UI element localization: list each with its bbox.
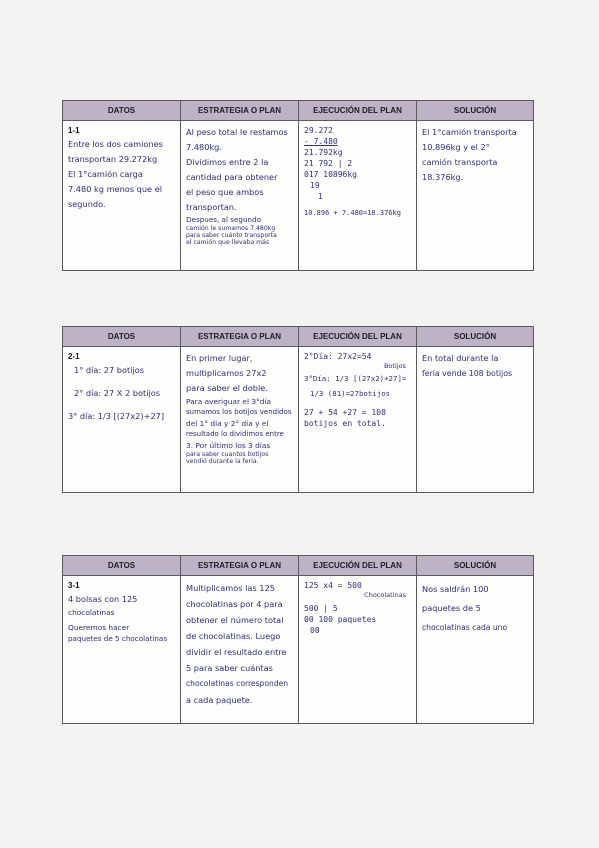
estrategia-line: chocolatinas corresponden xyxy=(186,679,289,688)
datos-cell xyxy=(63,121,181,271)
datos-cell xyxy=(63,347,181,493)
problem-table-1 xyxy=(62,100,534,271)
estrategia-line: sumamos los botijos vendidos xyxy=(186,408,292,416)
estrategia-line: para saber el doble. xyxy=(186,383,268,393)
estrategia-line: del 1° día y 2° día y el xyxy=(186,419,269,428)
header-solucion: SOLUCIÓN xyxy=(417,556,534,576)
datos-line: 4 bolsas con 125 xyxy=(68,594,138,604)
datos-line: chocolatinas xyxy=(68,608,115,617)
datos-cell xyxy=(63,576,181,724)
ejecucion-line: 2°Día: 27x2=54 xyxy=(304,352,372,361)
datos-line: transportan 29.272kg xyxy=(68,154,158,164)
solucion-line: 18.376kg. xyxy=(422,172,464,182)
datos-line: 1° día: 27 botijos xyxy=(74,365,145,375)
solucion-line: Nos saldrán 100 xyxy=(422,584,489,594)
solucion-line: 10.896kg y el 2° xyxy=(422,142,490,152)
estrategia-line: de chocolatinas. Luego xyxy=(186,631,281,641)
solucion-cell xyxy=(417,121,534,271)
header-estrategia: ESTRATEGIA O PLAN xyxy=(181,327,299,347)
ejecucion-cell xyxy=(299,576,417,724)
estrategia-line: a cada paquete. xyxy=(186,695,253,705)
header-datos: DATOS xyxy=(63,556,181,576)
ejecucion-cell xyxy=(299,121,417,271)
estrategia-line: multiplicamos 27x2 xyxy=(186,368,267,378)
estrategia-small-line: camión le sumamos 7.480kg xyxy=(186,225,276,232)
datos-line: 3° día: 1/3 [(27x2)+27] xyxy=(68,411,165,421)
datos-line: 7.480 kg menos que el xyxy=(68,184,163,194)
ejecucion-line: 27 + 54 +27 = 108 xyxy=(304,408,386,417)
table-header-row xyxy=(63,556,534,576)
problem-table-2 xyxy=(62,326,534,493)
table-header-row xyxy=(63,101,534,121)
estrategia-line: el peso que ambos xyxy=(186,187,264,197)
estrategia-cell xyxy=(181,576,299,724)
estrategia-cell xyxy=(181,121,299,271)
estrategia-line: cantidad para obtener xyxy=(186,172,278,182)
datos-line: paquetes de 5 chocolatinas xyxy=(68,634,168,643)
estrategia-line: 7.480kg. xyxy=(186,142,222,152)
estrategia-line: 3. Por último los 3 días xyxy=(186,441,271,450)
problem-table-3 xyxy=(62,555,534,724)
estrategia-small-line: para saber cuánto transporta xyxy=(186,232,277,239)
ejecucion-line: 3°Día: 1/3 [(27x2)+27]= xyxy=(304,374,407,383)
ejecucion-line: 21.792kg xyxy=(304,148,343,157)
ejecucion-unit: Chocolatinas xyxy=(364,591,406,599)
table-row xyxy=(63,347,534,493)
ejecucion-line: 10.896 + 7.480=18.376kg xyxy=(304,209,401,217)
estrategia-line: obtener el número total xyxy=(186,615,284,625)
header-datos: DATOS xyxy=(63,101,181,121)
estrategia-line: chocolatinas por 4 para xyxy=(186,599,283,609)
ejecucion-line: 00 xyxy=(310,626,320,635)
problem-id: 2-1 xyxy=(68,352,80,361)
estrategia-small-line: el camión que llevaba más xyxy=(186,239,270,246)
solucion-line: feria vende 108 botijos xyxy=(422,369,513,378)
estrategia-line: resultado lo dividimos entre xyxy=(186,430,284,438)
ejecucion-line: 125 x4 = 500 xyxy=(304,581,362,590)
header-estrategia: ESTRATEGIA O PLAN xyxy=(181,556,299,576)
estrategia-line: Para averiguar el 3°día xyxy=(186,397,272,406)
ejecucion-unit: Botijos xyxy=(384,362,406,370)
solucion-cell xyxy=(417,576,534,724)
ejecucion-line: 500 | 5 xyxy=(304,604,338,613)
header-solucion: SOLUCIÓN xyxy=(417,327,534,347)
ejecucion-line: 19 xyxy=(310,181,320,190)
problem-id: 3-1 xyxy=(68,581,80,590)
ejecucion-line: 29.272 xyxy=(304,126,333,135)
header-ejecucion: EJECUCIÓN DEL PLAN xyxy=(299,101,417,121)
estrategia-cell xyxy=(181,347,299,493)
estrategia-small-line: vendió durante la feria. xyxy=(186,458,259,465)
solucion-line: chocolatinas cada uno xyxy=(422,623,508,632)
ejecucion-line: botijos en total. xyxy=(304,419,386,428)
estrategia-line: 5 para saber cuántas xyxy=(186,663,273,673)
estrategia-line: Al peso total le restamos xyxy=(186,127,288,137)
solucion-line: El 1°camión transporta xyxy=(422,127,517,137)
problem-id: 1-1 xyxy=(68,126,80,135)
ejecucion-line: 1 xyxy=(318,192,323,201)
solucion-line: paquetes de 5 xyxy=(422,603,481,613)
header-ejecucion: EJECUCIÓN DEL PLAN xyxy=(299,556,417,576)
estrategia-line: En primer lugar, xyxy=(186,353,253,363)
table-header-row xyxy=(63,327,534,347)
datos-line: 2° día: 27 X 2 botijos xyxy=(74,388,161,398)
datos-line: segundo. xyxy=(68,199,106,209)
ejecucion-line: 1/3 (81)=27botijos xyxy=(310,389,391,398)
ejecucion-line: - 7.480 xyxy=(304,137,338,146)
estrategia-line: Despues, al segundo xyxy=(186,215,262,224)
solucion-line: camión transporta xyxy=(422,157,498,167)
estrategia-line: Multiplicamos las 125 xyxy=(186,583,275,593)
header-estrategia: ESTRATEGIA O PLAN xyxy=(181,101,299,121)
table-row xyxy=(63,576,534,724)
datos-line: El 1°camión carga xyxy=(68,169,143,179)
header-ejecucion: EJECUCIÓN DEL PLAN xyxy=(299,327,417,347)
solucion-line: En total durante la xyxy=(422,353,499,363)
header-datos: DATOS xyxy=(63,327,181,347)
datos-line: Queremos hacer xyxy=(68,623,130,632)
estrategia-small-line: para saber cuantos botijos xyxy=(186,451,269,458)
datos-line: Entre los dos camiones xyxy=(68,139,163,149)
estrategia-line: Dividimos entre 2 la xyxy=(186,157,269,167)
solucion-cell xyxy=(417,347,534,493)
estrategia-line: dividir el resultado entre xyxy=(186,647,287,657)
table-row xyxy=(63,121,534,271)
ejecucion-cell xyxy=(299,347,417,493)
ejecucion-line: 00 100 paquetes xyxy=(304,615,377,624)
estrategia-line: transportan. xyxy=(186,202,237,212)
ejecucion-line: 017 10896kg xyxy=(304,170,357,179)
ejecucion-line: 21 792 | 2 xyxy=(304,159,353,168)
header-solucion: SOLUCIÓN xyxy=(417,101,534,121)
